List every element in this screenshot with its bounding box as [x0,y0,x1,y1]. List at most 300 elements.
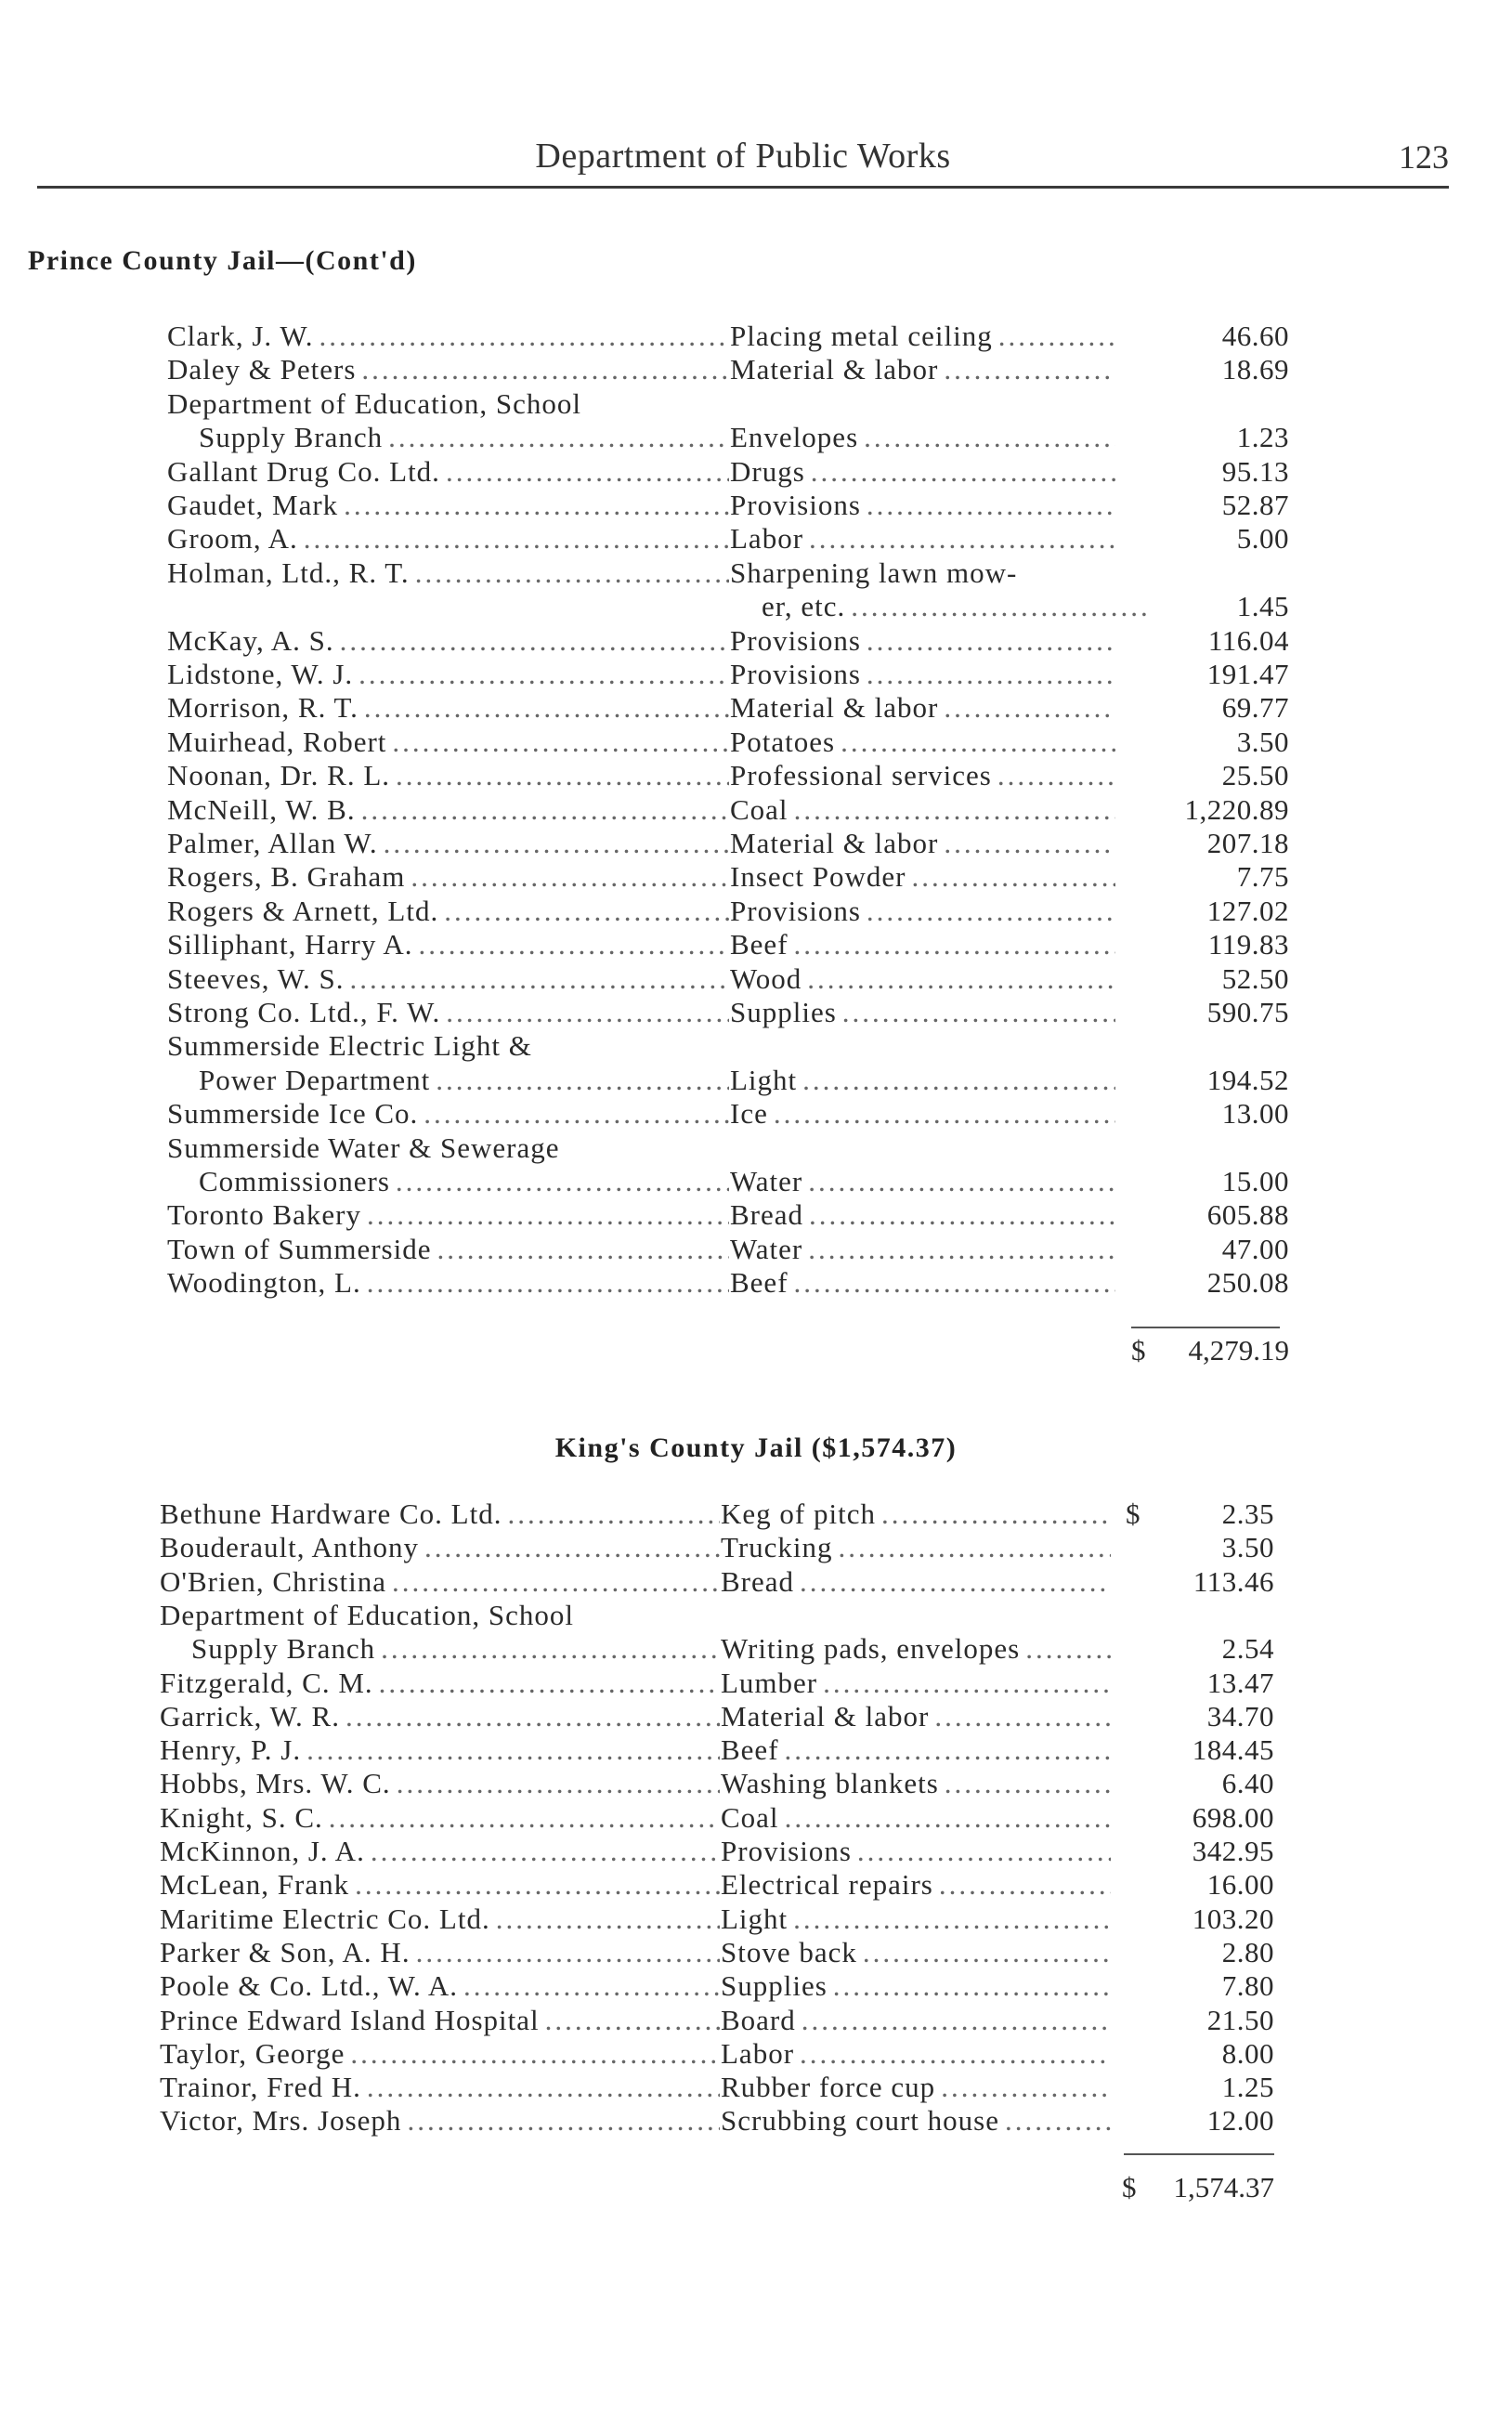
item-description: Beef [730,928,789,961]
payee-name: Steeves, W. S. [167,961,345,995]
dot-leader [340,624,729,658]
item-cell [721,1936,1111,1969]
payee-name: Supply Branch [191,1632,376,1666]
payee-cell [160,1835,720,1868]
item-cell [730,759,1115,792]
amount-cell: 16.00 [1206,1868,1274,1902]
item-cell [730,1266,1115,1300]
table-row [0,489,1512,522]
table-row [0,1165,1512,1198]
table-row [0,895,1512,928]
payee-name: Lidstone, W. J. [167,658,354,690]
dot-leader [361,793,729,827]
item-description: Material & labor [730,691,939,725]
prince-county-total [1131,1334,1289,1367]
payee-cell [160,1969,720,2003]
item-cell [730,962,1115,996]
payee-name: McLean, Frank [160,1868,350,1902]
table-row [0,1667,1512,1700]
kings-county-heading: King's County Jail ($1,574.37) [554,1432,958,1463]
amount-cell: 250.08 [1206,1266,1289,1300]
dot-leader [841,726,1115,759]
amount-cell: 119.83 [1207,928,1289,961]
item-description: Scrubbing court house [721,2104,999,2138]
dot-leader [379,1667,720,1700]
item-cell [721,2071,1111,2104]
dot-leader [463,1969,720,2003]
amount-cell: 47.00 [1221,1232,1289,1265]
item-description: Sharpening lawn mow- [730,556,1018,589]
payee-cell [160,1700,720,1733]
table-row [0,1801,1512,1835]
payee-name: Town of Summerside [167,1232,432,1265]
table-row [0,1835,1512,1868]
payee-name: Bouderault, Anthony [160,1531,420,1564]
table-row [0,590,1512,623]
payee-cell [167,1233,729,1266]
amount-cell: 1.25 [1221,2071,1274,2104]
running-header [37,130,1449,189]
item-description: Professional services [730,759,992,792]
dot-leader [367,1198,729,1232]
dot-leader [345,1700,720,1733]
payee-name: Gaudet, Mark [167,489,339,521]
item-cell [730,522,1115,556]
item-description: Writing pads, envelopes [721,1632,1021,1666]
amount-cell: 7.80 [1221,1969,1274,2003]
table-row [0,658,1512,691]
dot-leader [839,1531,1111,1564]
dot-leader [867,895,1115,928]
payee-cell [167,1266,729,1300]
prince-county-total-rule [1131,1327,1280,1328]
dot-leader [774,1097,1115,1131]
payee-cell [167,962,729,996]
payee-cell [160,2037,720,2071]
table-row [0,1733,1512,1767]
dot-leader [419,928,729,961]
amount-cell: 69.77 [1221,691,1289,725]
item-description: Placing metal ceiling [730,320,993,352]
payee-name: Prince Edward Island Hospital [160,2003,540,2036]
dot-leader [392,1565,720,1599]
item-description: Light [730,1063,798,1096]
amount-cell: 2.35 [1221,1497,1274,1530]
dot-leader [304,522,729,556]
payee-cell [167,895,729,928]
dot-leader [808,1233,1115,1266]
amount-cell: 342.95 [1192,1835,1274,1867]
payee-name: Department of Education, School [167,386,581,420]
item-description: Supplies [730,996,837,1028]
amount-cell: 21.50 [1206,2003,1274,2036]
amount-cell: 191.47 [1206,658,1289,690]
payee-name: Maritime Electric Co. Ltd. [160,1902,490,1935]
dot-leader [437,1233,729,1266]
payee-name: Rogers, B. Graham [167,860,406,894]
amount-cell: 46.60 [1221,320,1289,352]
table-row [0,827,1512,860]
item-cell [730,1064,1115,1097]
payee-cell [167,996,729,1029]
currency-sign: $ [1126,1497,1141,1530]
item-cell [721,2004,1111,2037]
dot-leader [809,1198,1115,1232]
dot-leader [867,658,1115,691]
item-description: Potatoes [730,725,836,758]
table-row [0,353,1512,386]
dot-leader [851,590,1147,623]
payee-cell [167,320,729,353]
item-description: Provisions [721,1835,852,1867]
item-cell [730,691,1115,725]
payee-cell [167,1064,729,1097]
item-cell [730,421,1115,454]
table-row [0,928,1512,961]
dot-leader [507,1497,720,1531]
table-row [0,793,1512,827]
dot-leader [415,556,729,590]
item-description: Electrical repairs [721,1868,933,1902]
table-row [0,691,1512,725]
table-row [0,2071,1512,2104]
payee-name: Victor, Mrs. Joseph [160,2104,402,2138]
total-currency: $ [1131,1334,1146,1366]
amount-cell: 116.04 [1207,623,1289,657]
item-cell [730,590,1147,623]
amount-cell: 13.00 [1221,1097,1289,1131]
total-amount: 1,574.37 [1173,2171,1274,2203]
amount-cell: 590.75 [1206,996,1289,1028]
table-row [0,1565,1512,1599]
amount-cell: 95.13 [1221,454,1289,488]
running-title: Department of Public Works [535,137,951,176]
dot-leader [881,1497,1111,1531]
payee-cell [167,489,729,522]
item-cell [721,1801,1111,1835]
payee-name: Bethune Hardware Co. Ltd. [160,1497,502,1530]
payee-cell [160,1497,720,1531]
dot-leader [350,2037,720,2071]
table-row [0,2037,1512,2071]
item-description: Keg of pitch [721,1497,876,1530]
table-row [0,1599,1512,1632]
table-row [0,962,1512,996]
item-description: Insect Powder [730,860,906,894]
dot-leader [1005,2104,1111,2138]
dot-leader [371,1835,720,1868]
item-cell [730,860,1115,894]
item-description: Drugs [730,454,805,488]
payee-cell [167,624,729,658]
table-row [0,1131,1512,1165]
table-row [0,1233,1512,1266]
dot-leader [436,1064,729,1097]
total-amount: 4,279.19 [1188,1334,1289,1366]
dot-leader [842,996,1115,1029]
dot-leader [833,1969,1111,2003]
item-cell [721,1835,1111,1868]
item-cell [721,1565,1111,1599]
total-currency: $ [1122,2171,1137,2203]
item-description: Provisions [730,623,861,657]
table-row [0,1497,1512,1531]
table-row [0,2004,1512,2037]
item-cell [730,1097,1115,1131]
table-row [0,1064,1512,1097]
item-description: Supplies [721,1969,828,2003]
dot-leader [367,1266,729,1300]
amount-cell: 3.50 [1221,1531,1274,1564]
dot-leader [1025,1632,1111,1666]
payee-name: Taylor, George [160,2036,345,2070]
payee-name: Department of Education, School [160,1598,574,1631]
table-row [0,1632,1512,1666]
amount-cell: 194.52 [1206,1063,1289,1096]
amount-cell: 6.40 [1221,1767,1274,1800]
amount-cell: 3.50 [1236,725,1289,758]
dot-leader [446,455,729,489]
dot-leader [800,2037,1111,2071]
table-row [0,1969,1512,2003]
item-cell [730,1165,1115,1198]
item-cell [721,1667,1111,1700]
payee-name: Woodington, L. [167,1266,361,1300]
payee-cell [160,1868,720,1902]
item-description: Provisions [730,894,861,927]
item-cell [730,793,1115,827]
dot-leader [793,1903,1111,1936]
dot-leader [392,726,729,759]
payee-cell [160,1565,720,1599]
payee-cell [160,1801,720,1835]
item-description: Material & labor [721,1699,930,1733]
dot-leader [911,860,1115,894]
amount-cell: 15.00 [1221,1165,1289,1197]
item-description: Bread [721,1564,795,1598]
dot-leader [545,2004,720,2037]
table-row [0,624,1512,658]
payee-cell [167,691,729,725]
payee-cell [167,928,729,961]
item-cell [730,996,1115,1029]
payee-name: Henry, P. J. [160,1733,302,1767]
dot-leader [358,658,729,691]
payee-cell [167,793,729,827]
amount-cell: 184.45 [1192,1733,1274,1767]
item-description: Beef [721,1733,779,1767]
payee-name: Noonan, Dr. R. L. [167,759,391,792]
dot-leader [939,1868,1111,1902]
dot-leader [802,1064,1115,1097]
item-description: Provisions [730,658,861,690]
dot-leader [857,1835,1111,1868]
item-description: Light [721,1902,789,1935]
amount-cell: 698.00 [1192,1800,1274,1834]
dot-leader [998,320,1115,353]
amount-cell: 1.23 [1236,421,1289,454]
payee-name: Supply Branch [199,421,384,454]
item-description: Labor [721,2036,795,2070]
amount-cell: 2.80 [1221,1935,1274,1968]
page-number: 123 [1399,138,1449,176]
dot-leader [306,1733,720,1767]
item-description: Ice [730,1097,768,1131]
table-row [0,1936,1512,1969]
dot-leader [944,353,1115,386]
item-description: Trucking [721,1531,833,1564]
table-row [0,759,1512,792]
item-description: Washing blankets [721,1767,939,1800]
payee-cell [160,1531,720,1564]
item-cell [721,2104,1111,2138]
dot-leader [800,1565,1111,1599]
table-row [0,1198,1512,1232]
payee-name: Palmer, Allan W. [167,827,378,859]
dot-leader [808,1165,1115,1198]
table-row [0,1097,1512,1131]
item-cell [721,1700,1111,1733]
payee-name: Gallant Drug Co. Ltd. [167,454,440,488]
item-cell [721,1632,1111,1666]
table-row [0,556,1512,590]
item-cell [730,895,1115,928]
dot-leader [944,691,1115,725]
payee-cell [160,1767,720,1800]
table-row [0,387,1512,421]
payee-cell [167,827,729,860]
amount-cell: 2.54 [1221,1632,1274,1666]
dot-leader [997,759,1115,792]
item-description: Lumber [721,1666,818,1699]
payee-cell [167,353,729,386]
dot-leader [381,1632,720,1666]
item-cell [730,1233,1115,1266]
table-row [0,726,1512,759]
item-description: Bread [730,1198,804,1232]
payee-name: Summerside Electric Light & [167,1029,532,1063]
payee-cell [167,658,729,691]
dot-leader [397,1767,720,1800]
dot-leader [344,489,729,522]
amount-cell: 207.18 [1206,827,1289,859]
amount-cell: 7.75 [1236,860,1289,894]
item-cell [730,556,1115,590]
dot-leader [444,895,729,928]
table-row [0,1700,1512,1733]
payee-cell [160,2004,720,2037]
item-cell [730,658,1115,691]
payee-cell [167,556,729,590]
kings-county-total-rule [1124,2153,1274,2155]
dot-leader [944,827,1115,860]
table-row [0,860,1512,894]
payee-name: McKay, A. S. [167,623,334,657]
payee-name: Morrison, R. T. [167,691,358,725]
table-row [0,522,1512,556]
item-cell [721,2037,1111,2071]
item-cell [721,1497,1111,1531]
item-cell [730,489,1115,522]
item-description: Coal [730,792,789,826]
item-cell [721,1531,1111,1564]
item-cell [730,827,1115,860]
payee-name: Power Department [199,1063,431,1096]
dot-leader [396,1165,729,1198]
amount-cell: 13.47 [1206,1666,1274,1699]
dot-leader [864,421,1115,454]
dot-leader [388,421,729,454]
amount-cell: 18.69 [1221,353,1289,386]
table-row [0,2104,1512,2138]
dot-leader [496,1903,720,1936]
dot-leader [802,2004,1111,2037]
payee-cell [160,1632,720,1666]
payee-name: Hobbs, Mrs. W. C. [160,1767,391,1800]
table-row [0,1266,1512,1300]
amount-cell: 605.88 [1206,1198,1289,1232]
payee-cell [167,1029,729,1063]
item-description: Envelopes [730,421,859,454]
table-row [0,996,1512,1029]
payee-name: Silliphant, Harry A. [167,928,413,961]
payee-cell [167,1165,729,1198]
dot-leader [407,2104,720,2138]
item-cell [730,624,1115,658]
amount-cell: 113.46 [1193,1564,1274,1598]
dot-leader [867,624,1115,658]
item-cell [721,1868,1111,1902]
dot-leader [367,2071,720,2104]
dot-leader [807,962,1115,996]
item-description: Provisions [730,489,861,521]
payee-name: Garrick, W. R. [160,1699,340,1733]
amount-cell: 1,220.89 [1184,792,1289,826]
dot-leader [809,522,1115,556]
dot-leader [424,1097,729,1131]
dot-leader [811,455,1115,489]
payee-name: Groom, A. [167,522,298,556]
payee-cell [160,1599,720,1632]
item-cell [730,353,1115,386]
payee-name: McKinnon, J. A. [160,1835,365,1867]
dot-leader [863,1936,1111,1969]
item-description: Material & labor [730,353,939,386]
dot-leader [396,759,729,792]
dot-leader [794,793,1115,827]
payee-name: Strong Co. Ltd., F. W. [167,996,441,1028]
table-row [0,455,1512,489]
payee-cell [167,455,729,489]
payee-name: Rogers & Arnett, Ltd. [167,894,439,927]
item-cell [730,320,1115,353]
payee-name: Toronto Bakery [167,1198,361,1232]
table-row [0,421,1512,454]
dot-leader [350,962,729,996]
payee-cell [167,387,729,421]
dot-leader [794,1266,1115,1300]
item-cell [721,1767,1111,1800]
payee-name: Trainor, Fred H. [160,2071,361,2104]
item-description: Rubber force cup [721,2071,936,2104]
item-description: Coal [721,1800,779,1834]
item-description: Water [730,1232,803,1265]
amount-cell: 8.00 [1221,2036,1274,2070]
table-row [0,1868,1512,1902]
amount-cell: 52.50 [1221,961,1289,995]
item-cell [730,455,1115,489]
amount-cell: 34.70 [1206,1699,1274,1733]
